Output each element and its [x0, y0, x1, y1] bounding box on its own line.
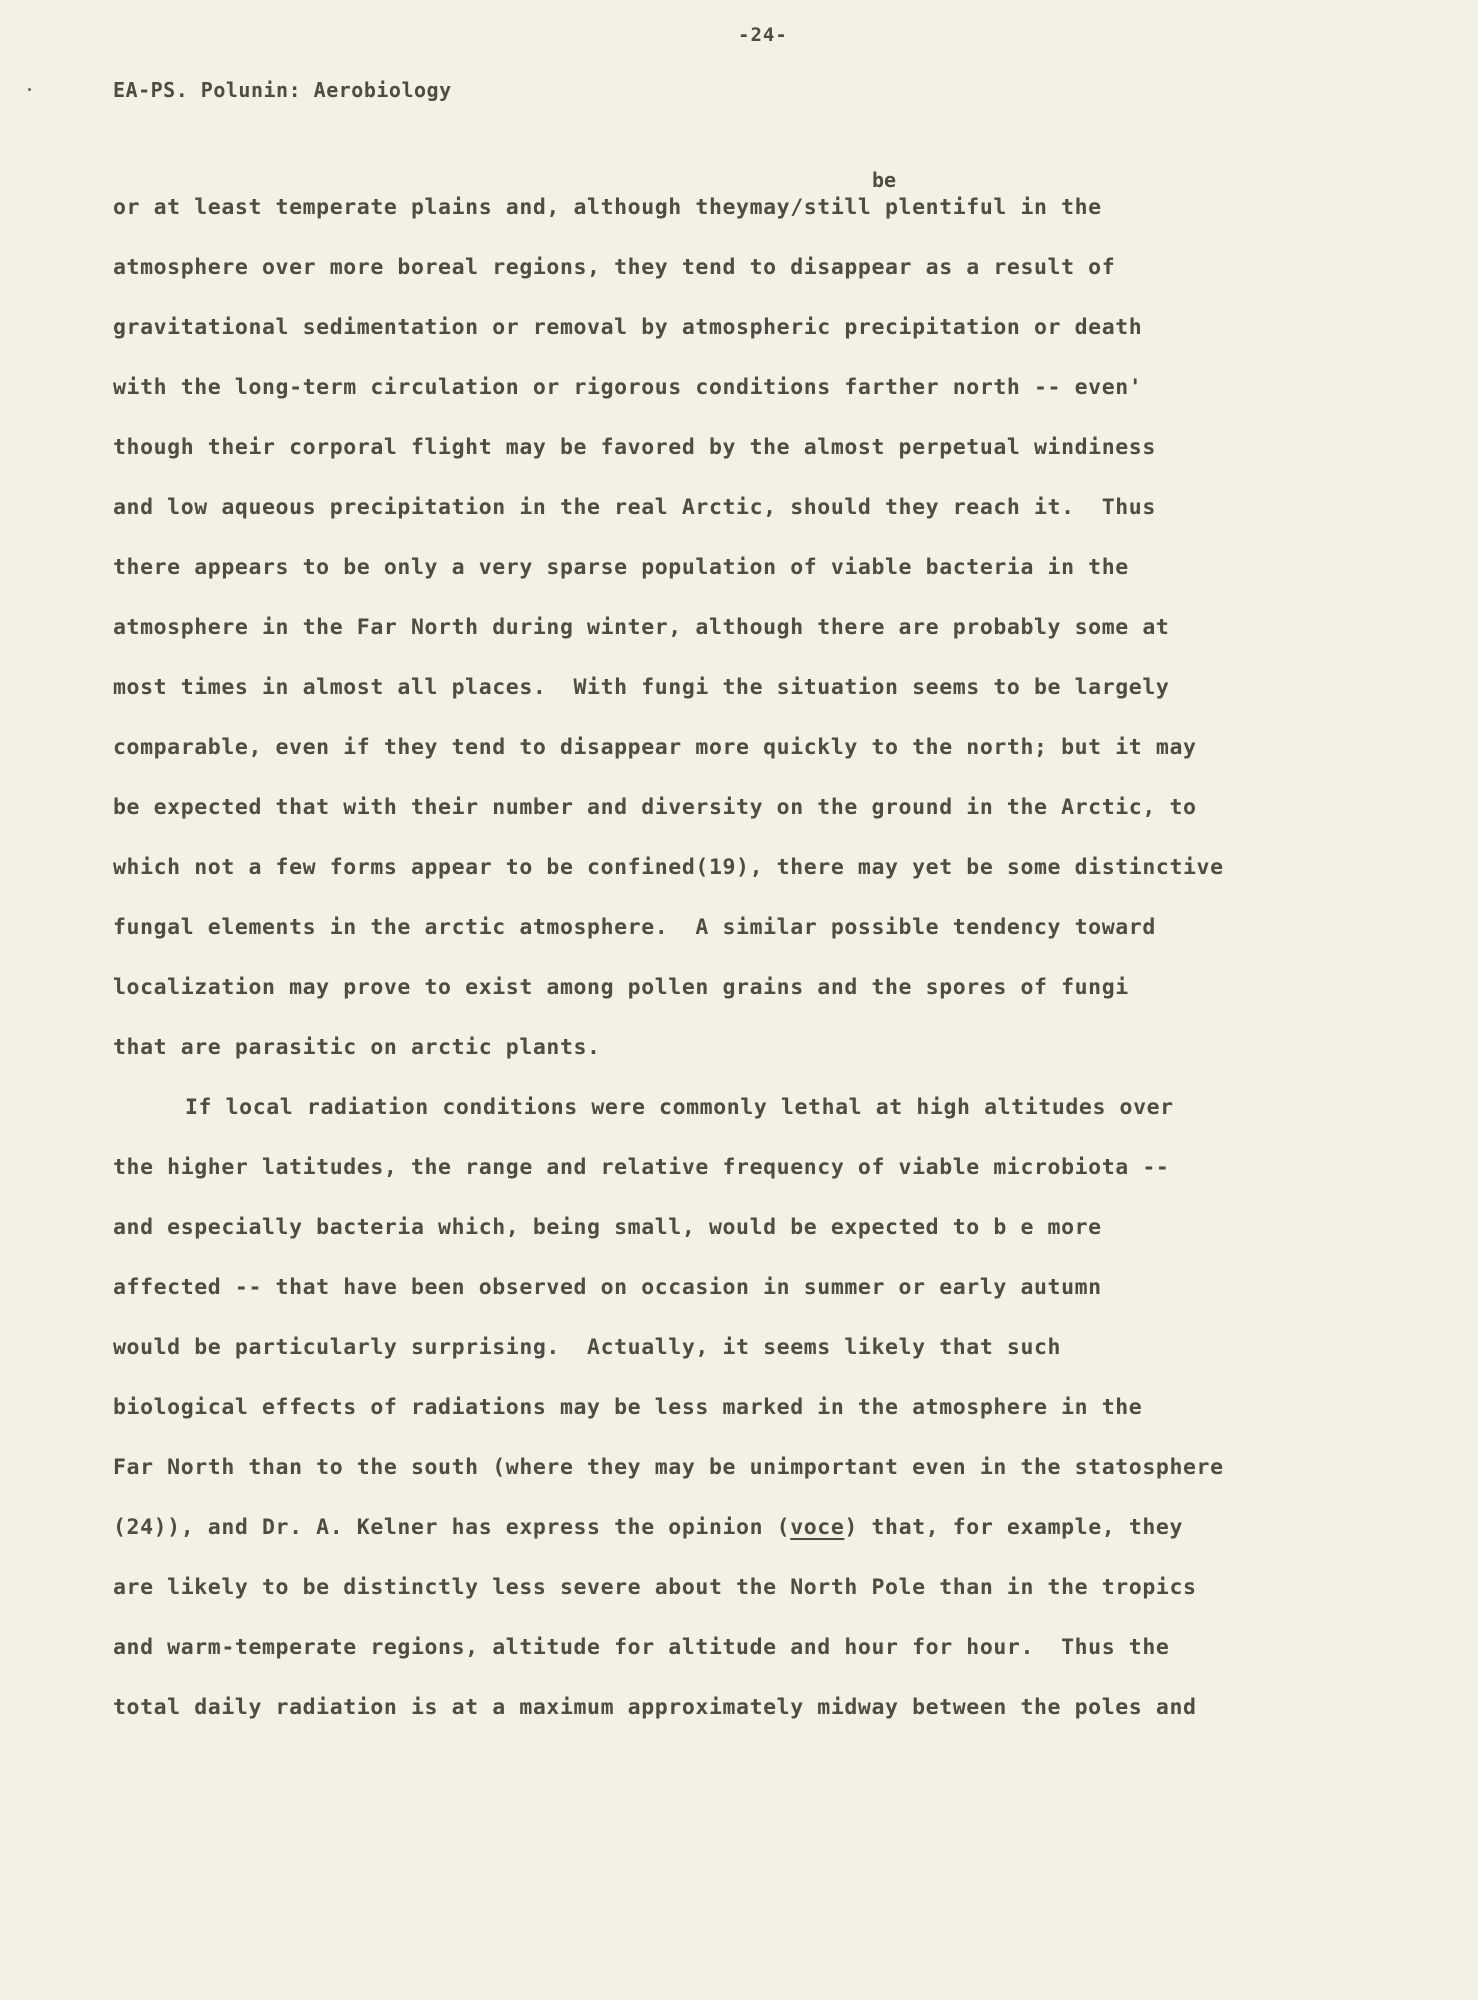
- text-line: most times in almost all places. With fungi the situation seems to be largely: [113, 675, 1170, 700]
- margin-mark: [28, 88, 31, 91]
- text-line: with the long-term circulation or rigorous conditions farther north -- even': [113, 375, 1143, 400]
- running-head: EA-PS. Polunin: Aerobiology: [113, 78, 452, 102]
- underlined-word: voce: [790, 1515, 845, 1540]
- text-line: atmosphere over more boreal regions, they tend to disappear as a result of: [113, 255, 1116, 280]
- handwritten-insertion: be: [872, 168, 897, 192]
- text-line: that are parasitic on arctic plants.: [113, 1035, 601, 1060]
- text-segment: (24)), and Dr. A. Kelner has express the opinion (: [113, 1515, 791, 1540]
- text-line: comparable, even if they tend to disappear more quickly to the north; but it may: [113, 735, 1197, 760]
- text-segment: ) that, for example, they: [844, 1515, 1184, 1540]
- text-line: Far North than to the south (where they may be unimportant even in the statosphere: [113, 1455, 1224, 1480]
- text-line: or at least temperate plains and, although theymay/still plentiful in the: [113, 195, 1102, 220]
- text-line: the higher latitudes, the range and relative frequency of viable microbiota --: [113, 1155, 1170, 1180]
- text-line: biological effects of radiations may be less marked in the atmosphere in the: [113, 1395, 1143, 1420]
- paragraph-start-line: If local radiation conditions were commonly lethal at high altitudes over: [185, 1095, 1174, 1120]
- text-line: and warm-temperate regions, altitude for altitude and hour for hour. Thus the: [113, 1635, 1170, 1660]
- text-line: are likely to be distinctly less severe about the North Pole than in the tropics: [113, 1575, 1197, 1600]
- text-line: gravitational sedimentation or removal by atmospheric precipitation or death: [113, 315, 1143, 340]
- text-line: there appears to be only a very sparse population of viable bacteria in the: [113, 555, 1129, 580]
- text-line: though their corporal flight may be favored by the almost perpetual windiness: [113, 435, 1156, 460]
- page-number: -24-: [738, 24, 788, 46]
- text-line: would be particularly surprising. Actually, it seems likely that such: [113, 1335, 1062, 1360]
- text-line: [113, 1513, 1183, 1543]
- text-line: localization may prove to exist among pollen grains and the spores of fungi: [113, 975, 1129, 1000]
- text-line: affected -- that have been observed on occasion in summer or early autumn: [113, 1275, 1102, 1300]
- text-line: which not a few forms appear to be confined(19), there may yet be some distinctive: [113, 855, 1224, 880]
- text-line: fungal elements in the arctic atmosphere. A similar possible tendency toward: [113, 915, 1156, 940]
- text-line: and especially bacteria which, being small, would be expected to b e more: [113, 1215, 1102, 1240]
- text-line: and low aqueous precipitation in the real Arctic, should they reach it. Thus: [113, 495, 1156, 520]
- text-line: total daily radiation is at a maximum approximately midway between the poles and: [113, 1695, 1197, 1720]
- text-line: be expected that with their number and diversity on the ground in the Arctic, to: [113, 795, 1197, 820]
- text-line: atmosphere in the Far North during winter, although there are probably some at: [113, 615, 1170, 640]
